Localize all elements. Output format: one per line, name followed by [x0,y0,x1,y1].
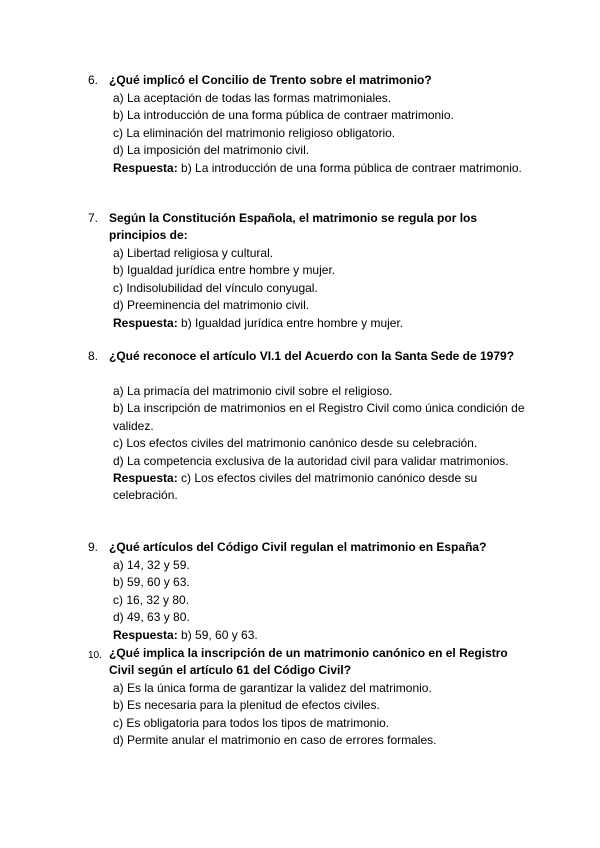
option-c: c) 16, 32 y 80. [113,592,190,607]
option-a: a) La primacía del matrimonio civil sobre el religioso. [113,384,393,398]
option-b: b) La introducción de una forma pública de contraer matrimonio. [113,108,454,123]
answer-label: Respuesta: [113,315,178,330]
question-number: 10. [88,650,102,661]
option-d: d) Permite anular el matrimonio en caso de errores formales. [113,733,437,748]
options-list [113,90,533,177]
option-a: a) 14, 32 y 59. [113,558,190,572]
answer-label: Respuesta: [113,627,178,642]
question-text: ¿Qué reconoce el artículo VI.1 del Acuerdo con la Santa Sede de 1979? [109,349,515,363]
answer-text: b) Igualdad jurídica entre hombre y mujer. [177,315,404,330]
question-number: 8. [88,349,99,363]
answer-text: b) La introducción de una forma pública de contraer matrimonio. [177,160,522,175]
question-number: 6. [88,73,99,87]
options-list [113,680,533,750]
question-text: ¿Qué implicó el Concilio de Trento sobre el matrimonio? [109,73,432,87]
option-b: b) La inscripción de matrimonios en el Registro Civil como única condición de validez. [113,401,525,433]
answer [113,160,533,177]
answer-text: b) 59, 60 y 63. [177,627,258,642]
option-a: a) Libertad religiosa y cultural. [113,246,274,260]
options-list [113,557,533,644]
option-a: a) La aceptación de todas las formas matrimoniales. [113,91,392,105]
question-text: Según la Constitución Española, el matrimonio se regula por los principios de: [109,211,478,242]
option-c: c) Es obligatoria para todos los tipos de matrimonio. [113,715,390,730]
answer-text: c) Los efectos civiles del matrimonio canónico desde su celebración. [113,471,478,503]
option-d: d) La competencia exclusiva de la autoridad civil para validar matrimonios. [113,453,509,468]
option-a: a) Es la única forma de garantizar la validez del matrimonio. [113,681,432,695]
option-c: c) Indisolubilidad del vínculo conyugal. [113,280,318,295]
question-text: ¿Qué artículos del Código Civil regulan el matrimonio en España? [109,540,487,554]
option-b: b) Es necesaria para la plenitud de efectos civiles. [113,698,380,713]
option-d: d) 49, 63 y 80. [113,610,190,625]
option-c: c) La eliminación del matrimonio religioso obligatorio. [113,125,396,140]
option-d: d) Preeminencia del matrimonio civil. [113,298,310,313]
options-list [113,383,533,505]
question-number: 9. [88,540,99,554]
option-c: c) Los efectos civiles del matrimonio canónico desde su celebración. [113,436,478,451]
option-b: b) 59, 60 y 63. [113,575,190,590]
answer-label: Respuesta: [113,160,178,175]
answer [113,627,533,644]
answer-label: Respuesta: [113,471,178,486]
option-b: b) Igualdad jurídica entre hombre y mujer. [113,263,336,278]
answer [113,470,533,505]
answer [113,315,533,332]
question-text: ¿Qué implica la inscripción de un matrimonio canónico en el Registro Civil según el artículo 61 del Código Civil? [109,646,508,677]
options-list [113,245,533,332]
question-number: 7. [88,211,99,225]
option-d: d) La imposición del matrimonio civil. [113,143,310,158]
